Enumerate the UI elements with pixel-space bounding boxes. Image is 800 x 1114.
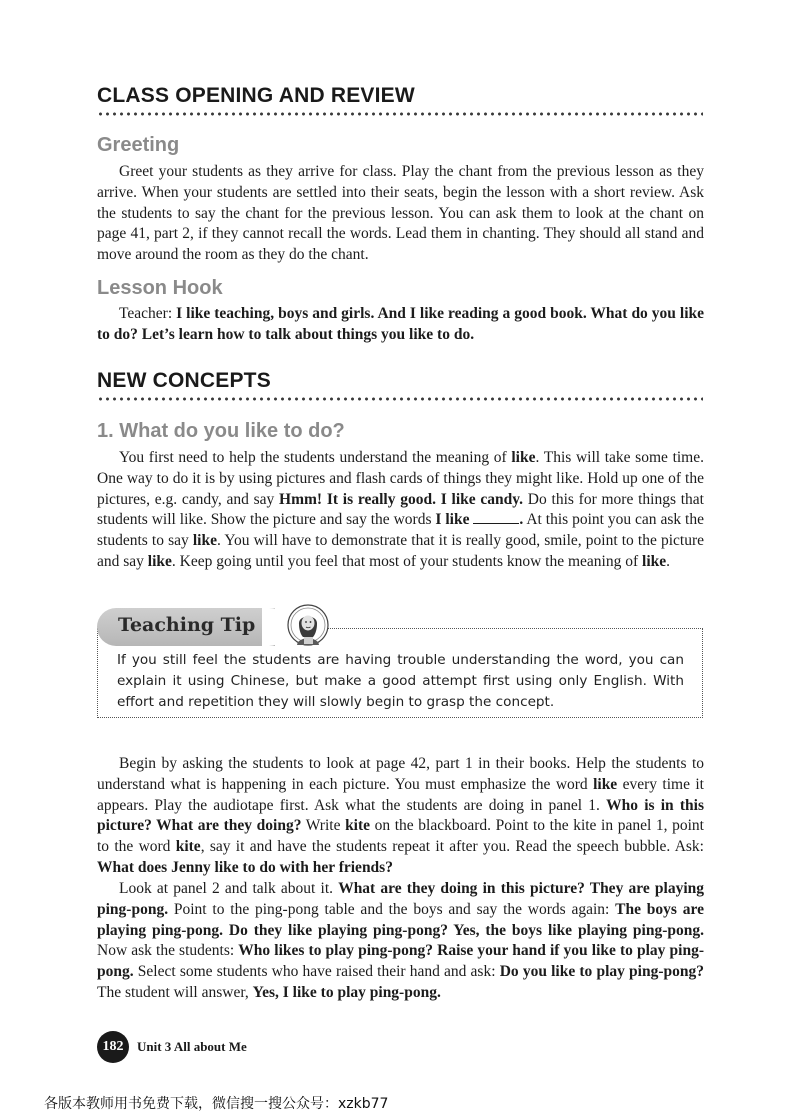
greeting-heading: Greeting <box>97 134 180 156</box>
dotted-rule <box>97 397 703 401</box>
teaching-tip-text: If you still feel the students are having trouble understanding the word, you can explain it using Chinese, but make a good attempt first using only English. With effort and repetition they will slowly begin to grasp the concept. <box>117 652 684 710</box>
what-do-you-like-heading: 1. What do you like to do? <box>97 420 345 442</box>
dotted-rule <box>97 112 703 116</box>
teacher-avatar-icon <box>284 602 334 648</box>
lesson-hook-paragraph <box>97 304 704 346</box>
page-number-badge: 182 <box>97 1031 129 1063</box>
hook-speaker: Teacher: <box>119 305 173 322</box>
fill-in-blank <box>473 511 519 524</box>
greeting-paragraph: Greet your students as they arrive for class. Play the chant from the previous lesson as they arrive. When your students are settled into their seats, begin the lesson with a short review. Ask the students to say the chant for the previous lesson. You can ask them to look at the chant on page 41, part 2, if they cannot recall the words. Lead them in chanting. They should all stand and move around the room as they do the chant. <box>97 163 704 264</box>
like-meaning-paragraph: You first need to help the students understand the meaning of like. This will take some time. One way to do it is by using pictures and flash cards of things they might like. Hold up one of the pictures, e.g. candy, and say Hmm! It is really good. I like candy. Do this for more things that students will like. Show the picture and say the words I like . At this point you can ask the students to say like. You will have to demonstrate that it is really good, smile, point to the picture and say like. Keep going until you feel that most of your students know the meaning of like. <box>97 449 704 570</box>
section-heading-class-opening <box>97 84 703 112</box>
section-heading-new-concepts <box>97 369 703 397</box>
panel-two-paragraph: Look at panel 2 and talk about it. What are they doing in this picture? They are playing ping-pong. Point to the ping-pong table and the boys and say the words again: The boys are playing ping-pong. Do they like playing ping-pong? Yes, the boys like playing ping-pong. Now ask the students: Who likes to play ping-pong? Raise your hand if you like to play ping-pong. Select some students who have raised their hand and ask: Do you like to play ping-pong? The student will answer, Yes, I like to play ping-pong. <box>97 880 705 1001</box>
hook-quote: I like teaching, boys and girls. And I like reading a good book. What do you like to do? Let’s learn how to talk about things you like to do. <box>97 305 705 343</box>
section-heading-text: NEW CONCEPTS <box>97 369 271 392</box>
unit-label: Unit 3 All about Me <box>137 1039 247 1054</box>
section-heading-text: CLASS OPENING AND REVIEW <box>97 84 415 107</box>
lesson-hook-heading: Lesson Hook <box>97 277 223 299</box>
watermark-text: 各版本教师用书免费下载，微信搜一搜公众号：xzkb77 <box>44 1096 389 1112</box>
panel-one-paragraph: Begin by asking the students to look at page 42, part 1 in their books. Help the students to understand what is happening in each picture. You must emphasize the word like every time it appears. Play the audiotape first. Ask what the students are doing in panel 1. Who is in this picture? What are they doing? Write kite on the blackboard. Point to the kite in panel 1, point to the word kite, say it and have the students repeat it after you. Read the speech bubble. Ask: What does Jenny like to do with her friends? <box>97 755 704 876</box>
teaching-tip-label: Teaching Tip <box>118 614 256 636</box>
